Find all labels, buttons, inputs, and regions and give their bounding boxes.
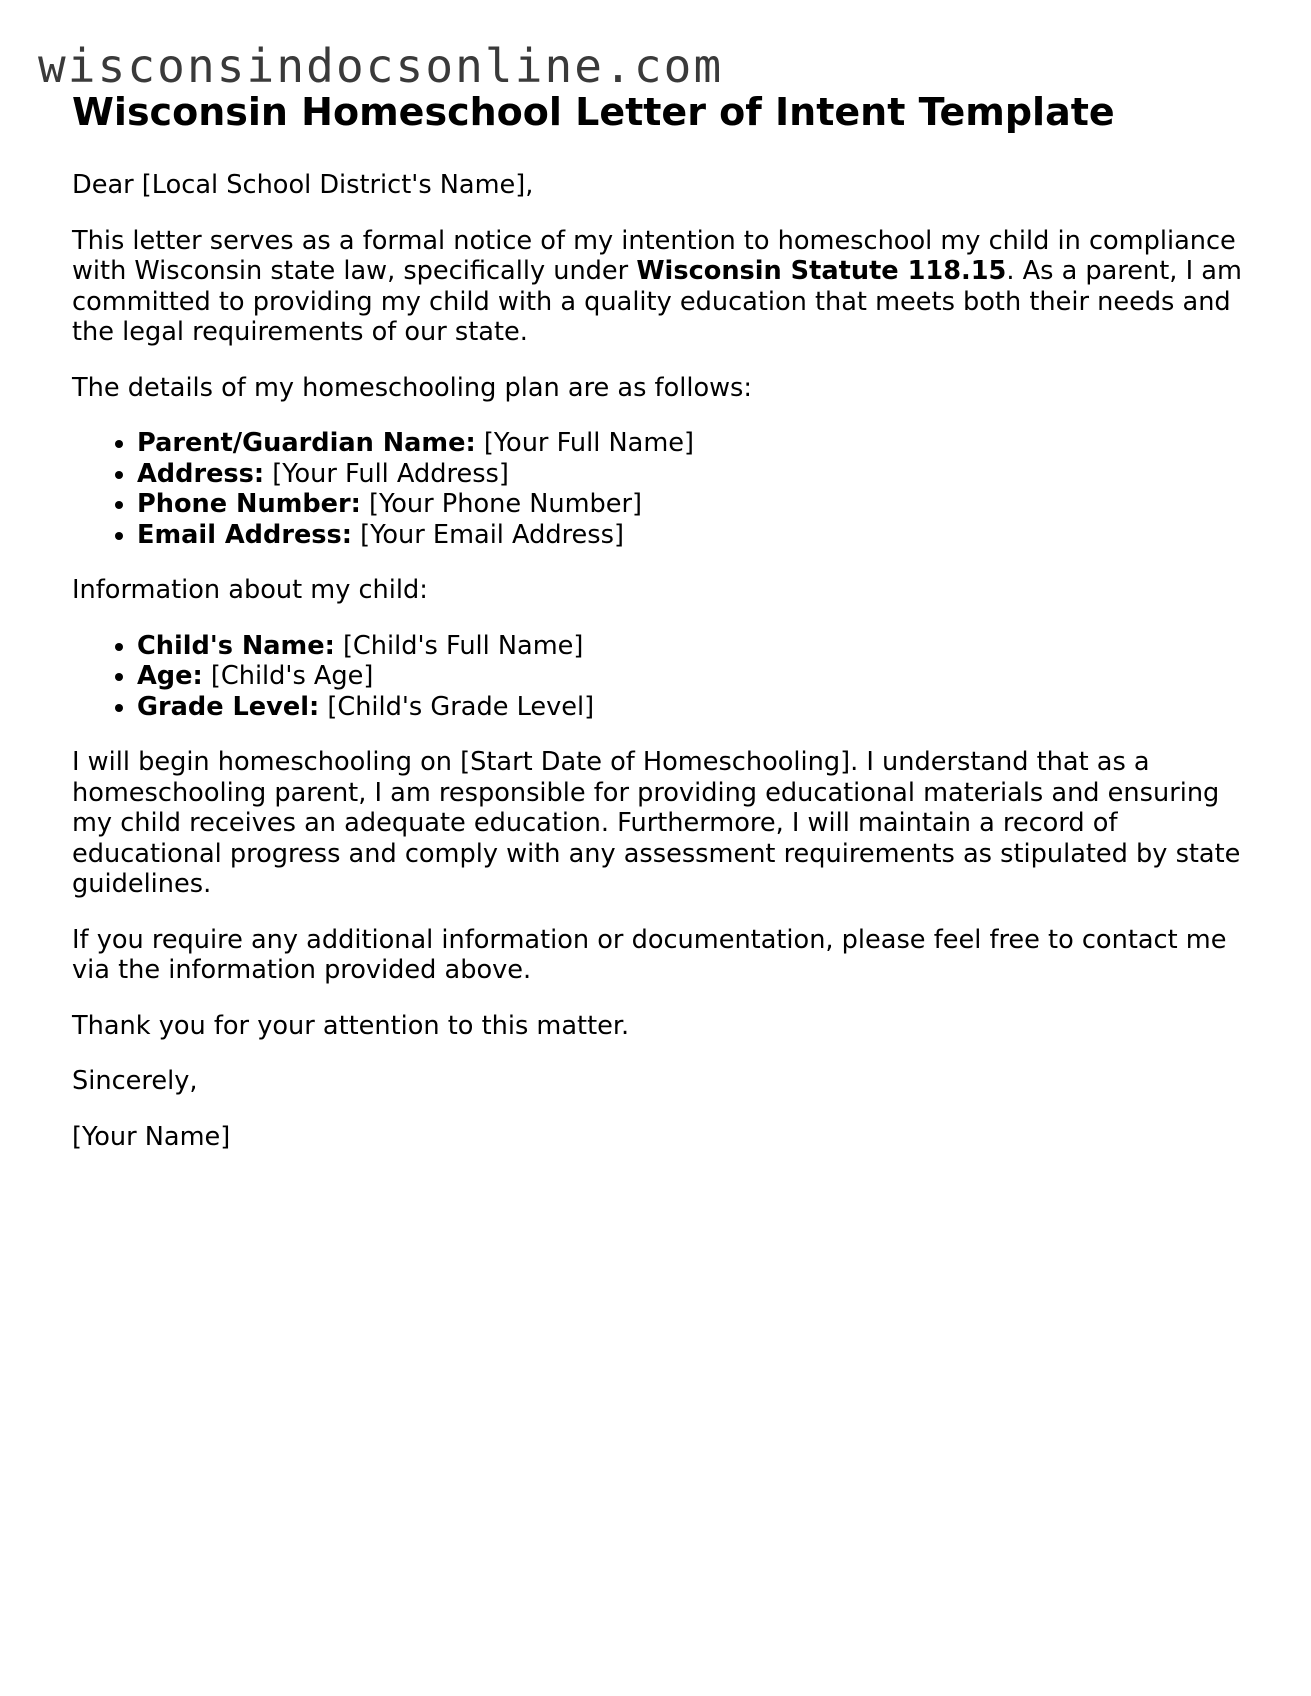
letter-document — [72, 88, 1252, 1177]
thanks-line: Thank you for your attention to this matter. — [72, 1010, 630, 1041]
signature-placeholder: [Your Name] — [72, 1121, 231, 1152]
intro-text-after: . As a parent, I am committed to providing my child with a quality education that meets both their needs and the legal requirements of our state. — [72, 256, 1242, 347]
contact-paragraph: If you require any additional information or documentation, please feel free to contact me via the information provided above. — [72, 924, 1227, 985]
child-details-list — [72, 631, 1252, 723]
list-item-label: Age: — [137, 661, 203, 691]
list-item-value: [Your Full Name] — [475, 428, 694, 458]
list-item-label: Address: — [137, 458, 265, 489]
list-item-phone — [137, 489, 1252, 520]
intro-text-before: This letter serves as a formal notice of my intention to homeschool my child in compliance with Wisconsin state law, specifically under — [72, 225, 1236, 286]
list-item-label: Parent/Guardian Name: — [137, 428, 476, 458]
salutation: Dear [Local School District's Name], — [72, 170, 534, 200]
list-item-child-name — [137, 631, 1252, 662]
list-item-value: [Your Email Address] — [352, 519, 624, 550]
statute-reference: Wisconsin Statute 118.15 — [636, 256, 1007, 286]
list-item-value: [Child's Full Name] — [334, 630, 584, 661]
list-item-email — [137, 520, 1252, 551]
parent-details-list — [72, 428, 1252, 550]
list-item-label: Grade Level: — [137, 691, 320, 722]
list-item-label: Child's Name: — [137, 630, 335, 661]
list-item-value: [Child's Grade Level] — [319, 691, 595, 722]
site-watermark: wisconsindocsonline.com — [38, 39, 724, 93]
list-item-value: [Your Full Address] — [264, 458, 509, 489]
list-item-value: [Child's Age] — [202, 661, 374, 691]
list-item-address — [137, 459, 1252, 490]
plan-intro: The details of my homeschooling plan are as follows: — [72, 372, 752, 403]
list-item-label: Phone Number: — [137, 489, 361, 519]
child-intro: Information about my child: — [72, 575, 428, 605]
list-item-child-age — [137, 661, 1252, 692]
list-item-grade-level — [137, 692, 1252, 723]
page-title: Wisconsin Homeschool Letter of Intent Template — [72, 90, 1115, 134]
list-item-value: [Your Phone Number] — [360, 489, 643, 519]
intro-paragraph — [72, 226, 1252, 348]
list-item-label: Email Address: — [137, 519, 353, 550]
closing-line: Sincerely, — [72, 1066, 198, 1096]
commitment-paragraph: I will begin homeschooling on [Start Date of Homeschooling]. I understand that as a homeschooling parent, I am responsible for providing educational materials and ensuring my child receives an adequate education. Furthermore, I will maintain a record of educational progress and comply with any assessment requirements as stipulated by state guidelines. — [72, 747, 1241, 899]
list-item-parent-name — [137, 428, 1252, 459]
